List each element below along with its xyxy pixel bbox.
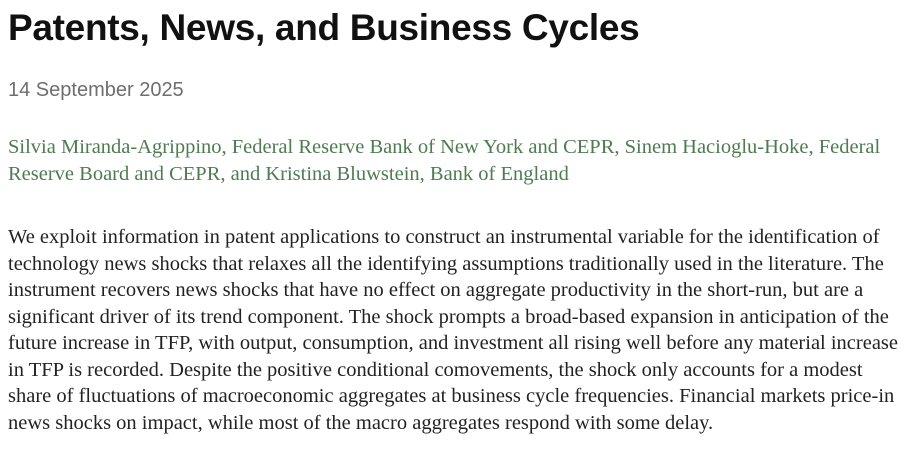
abstract-text: We exploit information in patent applications to construct an instrumental variable for the identification of technology news shocks that relaxes all the identifying assumptions traditionally used in the literature. The instrument recovers news shocks that have no effect on aggregate productivity in the short-run, but are a significant driver of its trend component. The shock prompts a broad-based expansion in anticipation of the future increase in TFP, with output, consumption, and investment all rising well before any material increase in TFP is recorded. Despite the positive conditional comovements, the shock only accounts for a modest share of fluctuations of macroeconomic aggregates at business cycle frequencies. Financial markets price-in news shocks on impact, while most of the macro aggregates respond with some delay.: [8, 226, 899, 434]
page-title: Patents, News, and Business Cycles: [8, 7, 640, 48]
author-list: Silvia Miranda-Agrippino, Federal Reserve Bank of New York and CEPR, Sinem Hacioglu-Hoke, Federal Reserve Board and CEPR, and Kristina Bluwstein, Bank of England: [8, 136, 881, 185]
publication-date: 14 September 2025: [8, 79, 184, 101]
